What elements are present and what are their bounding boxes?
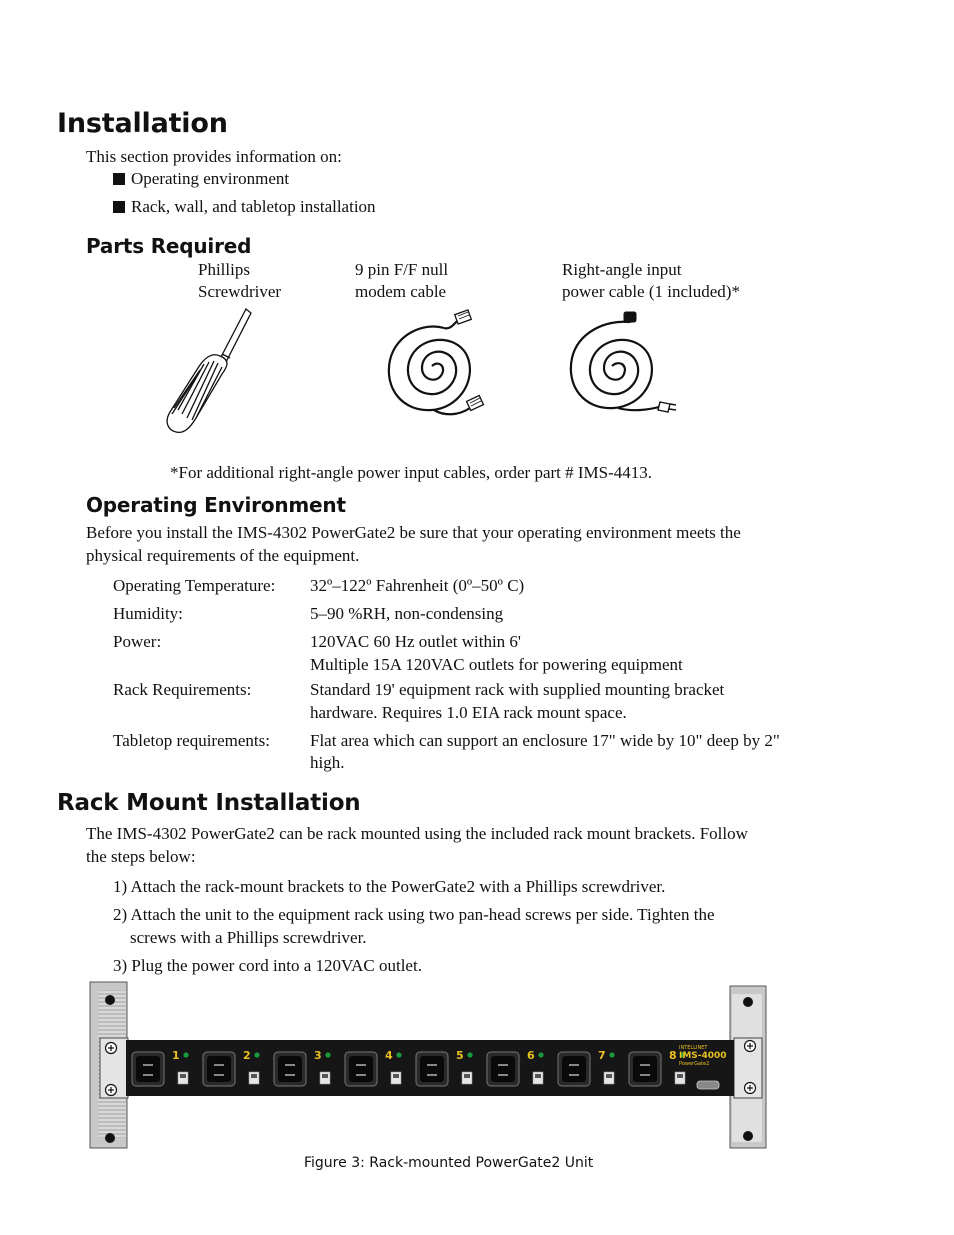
status-led <box>396 1052 401 1057</box>
switch-toggle <box>251 1074 257 1078</box>
outlet-face <box>491 1056 515 1082</box>
rack-step: 3) Plug the power cord into a 120VAC outlet. <box>113 956 422 975</box>
outlet-face <box>349 1056 373 1082</box>
outlet-number: 2 <box>243 1049 251 1062</box>
rack-step: screws with a Phillips screwdriver. <box>130 928 367 947</box>
env-value: hardware. Requires 1.0 EIA rack mount space. <box>310 703 627 722</box>
env-label: Tabletop requirements: <box>113 731 270 750</box>
outlet-number: 3 <box>314 1049 322 1062</box>
rack-step: 2) Attach the unit to the equipment rack using two pan-head screws per side. Tighten the <box>113 905 715 924</box>
env-label: Operating Temperature: <box>113 576 276 595</box>
rack-heading: Rack Mount Installation <box>57 790 361 816</box>
bullet-square-icon <box>113 173 125 185</box>
figure-caption: Figure 3: Rack-mounted PowerGate2 Unit <box>304 1155 594 1171</box>
switch-toggle <box>393 1074 399 1078</box>
screwdriver-icon <box>160 304 260 436</box>
outlet-face <box>136 1056 160 1082</box>
outlet-number: 4 <box>385 1049 393 1062</box>
outlet-number: 8 <box>669 1049 677 1062</box>
outlet-face <box>278 1056 302 1082</box>
env-value: 32º–122º Fahrenheit (0º–50º C) <box>310 576 525 595</box>
switch-toggle <box>535 1074 541 1078</box>
outlet-number: 7 <box>598 1049 606 1062</box>
status-led <box>183 1052 188 1057</box>
outlet-face <box>562 1056 586 1082</box>
environment-intro: physical requirements of the equipment. <box>86 546 360 565</box>
part-label-line2: modem cable <box>355 282 447 301</box>
null-modem-cable-icon <box>372 306 502 430</box>
env-value: high. <box>310 753 345 772</box>
rail-hole <box>105 1133 115 1143</box>
page-title: Installation <box>57 108 228 139</box>
outlet-face <box>207 1056 231 1082</box>
power-cable-icon <box>562 306 686 426</box>
bullet-text: Rack, wall, and tabletop installation <box>131 197 376 216</box>
bullet-square-icon <box>113 201 125 213</box>
rail-hole <box>105 995 115 1005</box>
switch-toggle <box>677 1074 683 1078</box>
rack-unit-figure <box>86 980 770 1150</box>
env-label: Humidity: <box>113 604 183 623</box>
switch-toggle <box>180 1074 186 1078</box>
part-label-line1: 9 pin F/F null <box>355 260 449 279</box>
brand-line: INTELLINET <box>679 1045 708 1051</box>
part-label-line2: power cable (1 included)* <box>562 282 740 301</box>
rail-hole <box>743 1131 753 1141</box>
outlet-face <box>420 1056 444 1082</box>
rail-hole <box>743 997 753 1007</box>
intro-bullet <box>113 196 376 218</box>
environment-heading: Operating Environment <box>86 493 346 517</box>
status-led <box>467 1052 472 1057</box>
status-led <box>609 1052 614 1057</box>
parts-note: *For additional right-angle power input cables, order part # IMS-4413. <box>170 463 653 482</box>
switch-toggle <box>322 1074 328 1078</box>
status-led <box>538 1052 543 1057</box>
environment-intro: Before you install the IMS-4302 PowerGate2 be sure that your operating environment meets the <box>86 523 741 542</box>
model-label: IMS-4000 <box>679 1051 727 1061</box>
env-value: Standard 19' equipment rack with supplied mounting bracket <box>310 680 725 699</box>
env-value: Multiple 15A 120VAC outlets for powering equipment <box>310 655 683 674</box>
rack-intro: The IMS-4302 PowerGate2 can be rack mounted using the included rack mount brackets. Follow <box>86 824 748 843</box>
product-label: PowerGate2 <box>679 1061 710 1067</box>
env-label: Power: <box>113 632 162 651</box>
intro-bullet <box>113 168 289 190</box>
env-label: Rack Requirements: <box>113 680 252 699</box>
serial-port <box>697 1081 719 1089</box>
env-value: 5–90 %RH, non-condensing <box>310 604 504 623</box>
bullet-text: Operating environment <box>131 169 290 188</box>
outlet-face <box>633 1056 657 1082</box>
outlet-number: 6 <box>527 1049 535 1062</box>
part-label-line2: Screwdriver <box>198 282 282 301</box>
rack-step: 1) Attach the rack-mount brackets to the PowerGate2 with a Phillips screwdriver. <box>113 877 666 896</box>
intro-text: This section provides information on: <box>86 147 342 166</box>
status-led <box>325 1052 330 1057</box>
parts-heading: Parts Required <box>86 234 252 258</box>
outlet-number: 5 <box>456 1049 464 1062</box>
part-label-line1: Phillips <box>198 260 250 279</box>
rack-intro: the steps below: <box>86 847 196 866</box>
part-label-line1: Right-angle input <box>562 260 682 279</box>
env-value: Flat area which can support an enclosure 17" wide by 10" deep by 2" <box>310 731 780 750</box>
switch-toggle <box>464 1074 470 1078</box>
status-led <box>254 1052 259 1057</box>
env-value: 120VAC 60 Hz outlet within 6' <box>310 632 521 651</box>
outlet-number: 1 <box>172 1049 180 1062</box>
switch-toggle <box>606 1074 612 1078</box>
